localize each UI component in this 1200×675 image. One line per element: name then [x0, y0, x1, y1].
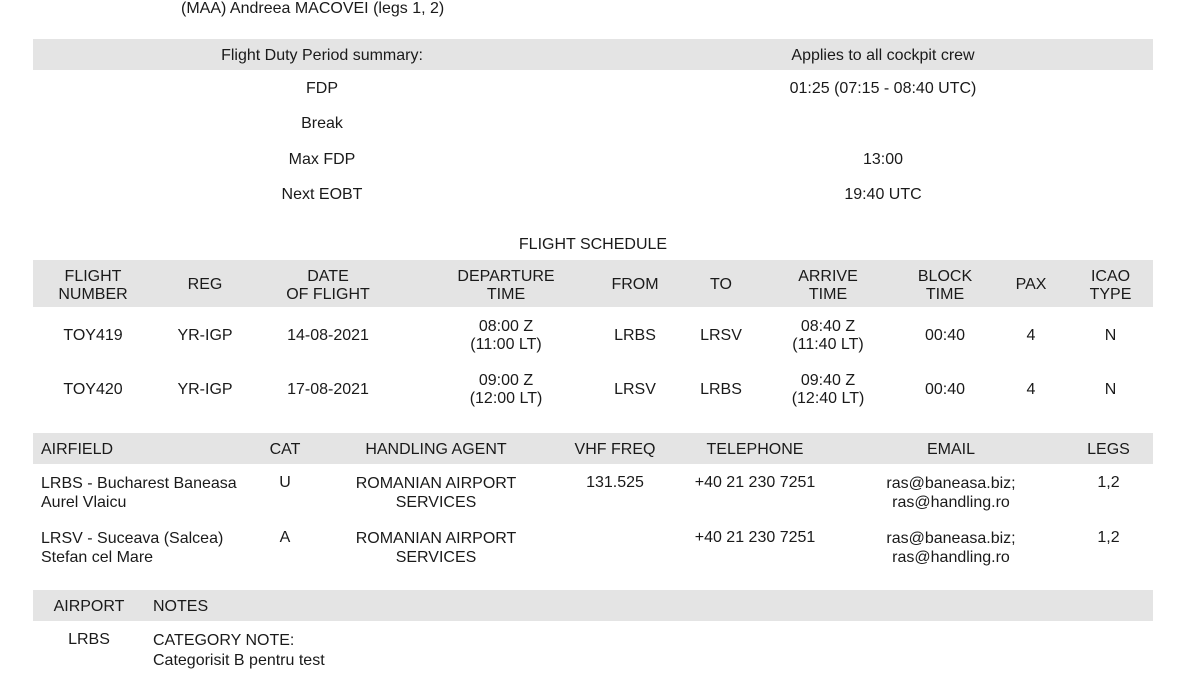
- arrive-local: (12:40 LT): [791, 390, 865, 407]
- col-legs: LEGS: [1087, 441, 1130, 458]
- col-notes: NOTES: [153, 598, 209, 615]
- to-airport: LRBS: [700, 381, 742, 398]
- schedule-title: FLIGHT SCHEDULE: [518, 236, 668, 253]
- airfield-cat: A: [279, 529, 291, 546]
- departure-local: (12:00 LT): [469, 390, 543, 407]
- max-fdp-label: Max FDP: [288, 151, 356, 168]
- col-to: TO: [710, 276, 732, 293]
- flight-date: 14-08-2021: [287, 327, 369, 344]
- email-line1: ras@baneasa.biz;: [886, 530, 1016, 547]
- to-airport: LRSV: [700, 327, 742, 344]
- arrive-time: [763, 372, 893, 408]
- col-arrive-line2: TIME: [808, 286, 848, 303]
- handling-agent-line1: ROMANIAN AIRPORT: [355, 530, 517, 547]
- max-fdp-value: 13:00: [862, 151, 904, 168]
- from-airport: LRBS: [614, 327, 656, 344]
- col-date: [258, 268, 398, 304]
- arrive-zulu: 09:40 Z: [800, 372, 856, 389]
- col-date-line1: DATE: [307, 268, 349, 285]
- telephone: +40 21 230 7251: [694, 529, 816, 546]
- pax-count: 4: [1026, 381, 1036, 398]
- departure-time: [431, 318, 581, 354]
- airfield-name: [41, 529, 255, 567]
- email: [838, 474, 1064, 512]
- legs: 1,2: [1097, 529, 1120, 546]
- arrive-time: [763, 318, 893, 354]
- email-line1: ras@baneasa.biz;: [886, 475, 1016, 492]
- note-text-line2: Categorisit B pentru test: [153, 652, 325, 669]
- col-block: [895, 268, 995, 304]
- email-line2: ras@handling.ro: [892, 549, 1010, 566]
- col-departure: [431, 268, 581, 304]
- from-airport: LRSV: [614, 381, 656, 398]
- col-cat: CAT: [269, 441, 301, 458]
- icao-type: N: [1104, 381, 1117, 398]
- col-arrive-line1: ARRIVE: [798, 268, 858, 285]
- arrive-zulu: 08:40 Z: [800, 318, 856, 335]
- col-reg: REG: [187, 276, 223, 293]
- col-flight-number: [33, 268, 153, 304]
- col-airport: AIRPORT: [53, 598, 125, 615]
- handling-agent-line2: SERVICES: [395, 494, 477, 511]
- vhf-frequency: 131.525: [586, 474, 644, 491]
- email: [838, 529, 1064, 567]
- block-time: 00:40: [924, 327, 966, 344]
- col-flight-number-line2: NUMBER: [58, 286, 128, 303]
- col-departure-line1: DEPARTURE: [457, 268, 555, 285]
- email-line2: ras@handling.ro: [892, 494, 1010, 511]
- airfield-name-line1: LRSV - Suceava (Salcea): [41, 530, 224, 547]
- departure-zulu: 08:00 Z: [478, 318, 534, 335]
- col-handling-agent: HANDLING AGENT: [365, 441, 507, 458]
- col-block-line2: TIME: [925, 286, 965, 303]
- note-airport: LRBS: [68, 631, 110, 648]
- col-icao: [1068, 268, 1153, 304]
- crew-line: (MAA) Andreea MACOVEI (legs 1, 2): [181, 0, 445, 17]
- flight-number: TOY419: [63, 327, 123, 344]
- handling-agent: [316, 529, 556, 567]
- col-email: EMAIL: [926, 441, 975, 458]
- col-icao-line2: TYPE: [1089, 286, 1132, 303]
- airfield-name-line2: Stefan cel Mare: [41, 549, 154, 566]
- col-flight-number-line1: FLIGHT: [64, 268, 122, 285]
- registration: YR-IGP: [177, 327, 233, 344]
- airfield-cat: U: [279, 474, 291, 491]
- flight-date: 17-08-2021: [287, 381, 369, 398]
- handling-agent: [316, 474, 556, 512]
- registration: YR-IGP: [177, 381, 233, 398]
- col-arrive: [763, 268, 893, 304]
- handling-agent-line2: SERVICES: [395, 549, 477, 566]
- arrive-local: (11:40 LT): [792, 336, 864, 353]
- icao-type: N: [1104, 327, 1117, 344]
- departure-local: (11:00 LT): [470, 336, 542, 353]
- break-label: Break: [301, 115, 343, 132]
- telephone: +40 21 230 7251: [694, 474, 816, 491]
- fdp-header-right: Applies to all cockpit crew: [791, 47, 975, 64]
- fdp-label: FDP: [306, 80, 338, 97]
- flight-number: TOY420: [63, 381, 123, 398]
- airfield-name-line1: LRBS - Bucharest Baneasa: [41, 475, 237, 492]
- col-pax: PAX: [1015, 276, 1047, 293]
- airfield-name-line2: Aurel Vlaicu: [41, 494, 127, 511]
- col-vhf-freq: VHF FREQ: [574, 441, 656, 458]
- next-eobt-value: 19:40 UTC: [844, 186, 922, 203]
- col-from: FROM: [611, 276, 659, 293]
- airfield-name: [41, 474, 255, 512]
- note-text-line1: CATEGORY NOTE:: [153, 632, 295, 649]
- handling-agent-line1: ROMANIAN AIRPORT: [355, 475, 517, 492]
- departure-zulu: 09:00 Z: [478, 372, 534, 389]
- departure-time: [431, 372, 581, 408]
- fdp-header-left: Flight Duty Period summary:: [221, 47, 423, 64]
- col-telephone: TELEPHONE: [706, 441, 804, 458]
- col-airfield: AIRFIELD: [41, 441, 114, 458]
- col-icao-line1: ICAO: [1090, 268, 1131, 285]
- next-eobt-label: Next EOBT: [281, 186, 363, 203]
- legs: 1,2: [1097, 474, 1120, 491]
- pax-count: 4: [1026, 327, 1036, 344]
- fdp-value: 01:25 (07:15 - 08:40 UTC): [789, 80, 977, 97]
- col-block-line1: BLOCK: [917, 268, 973, 285]
- block-time: 00:40: [924, 381, 966, 398]
- note-text: [153, 631, 753, 671]
- col-departure-line2: TIME: [486, 286, 526, 303]
- col-date-line2: OF FLIGHT: [286, 286, 370, 303]
